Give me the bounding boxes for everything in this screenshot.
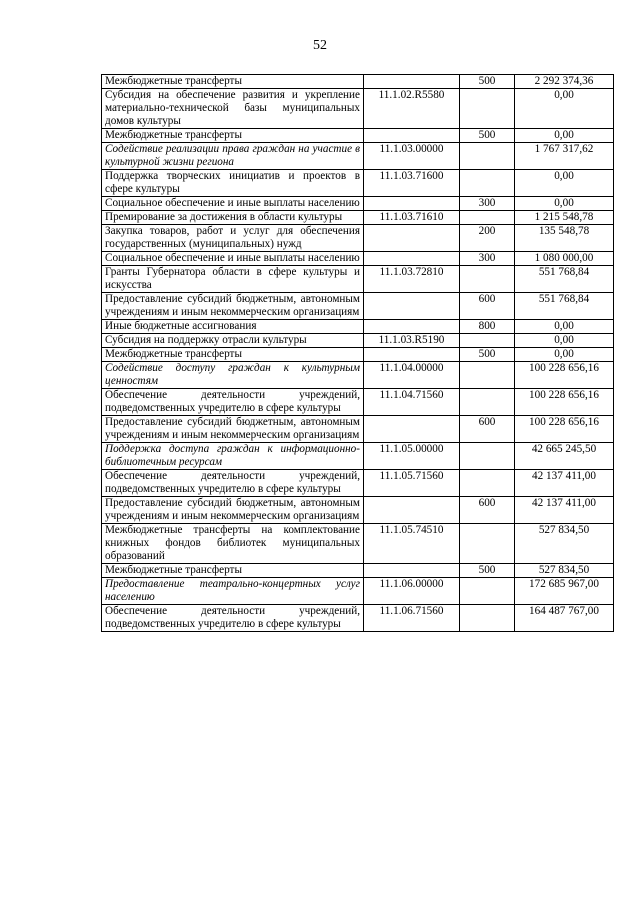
table-row [102,320,614,334]
expense-type-code-cell [460,524,515,564]
table-row [102,75,614,89]
expense-type-code-cell [460,170,515,197]
expense-type-code-cell: 500 [460,75,515,89]
target-article-code-cell [364,252,460,266]
table-row [102,334,614,348]
amount-cell: 551 768,84 [515,293,614,320]
table-row [102,293,614,320]
expense-type-code-cell [460,605,515,632]
target-article-code-cell [364,497,460,524]
expense-type-code-cell [460,266,515,293]
table-row [102,470,614,497]
expense-name-cell: Межбюджетные трансферты [102,564,364,578]
expense-name-cell: Предоставление субсидий бюджетным, автономным учреждениям и иным некоммерческим организациям [102,293,364,320]
target-article-code-cell: 11.1.02.R5580 [364,89,460,129]
target-article-code-cell: 11.1.05.00000 [364,443,460,470]
expense-type-code-cell: 500 [460,348,515,362]
table-row [102,416,614,443]
target-article-code-cell: 11.1.03.00000 [364,143,460,170]
expense-type-code-cell: 500 [460,564,515,578]
expense-name-cell: Межбюджетные трансферты [102,348,364,362]
table-row [102,497,614,524]
amount-cell: 0,00 [515,197,614,211]
expense-type-code-cell [460,334,515,348]
amount-cell: 100 228 656,16 [515,389,614,416]
amount-cell: 42 665 245,50 [515,443,614,470]
amount-cell: 135 548,78 [515,225,614,252]
table-row [102,129,614,143]
expense-type-code-cell: 300 [460,197,515,211]
target-article-code-cell: 11.1.05.74510 [364,524,460,564]
expense-name-cell: Предоставление театрально-концертных услуг населению [102,578,364,605]
expense-name-cell: Субсидия на поддержку отрасли культуры [102,334,364,348]
target-article-code-cell [364,348,460,362]
amount-cell: 0,00 [515,334,614,348]
expense-type-code-cell [460,389,515,416]
amount-cell: 0,00 [515,129,614,143]
budget-table [101,74,614,632]
amount-cell: 42 137 411,00 [515,497,614,524]
table-row [102,524,614,564]
amount-cell: 42 137 411,00 [515,470,614,497]
expense-name-cell: Межбюджетные трансферты на комплектование книжных фондов библиотек муниципальных образований [102,524,364,564]
expense-name-cell: Обеспечение деятельности учреждений, подведомственных учредителю в сфере культуры [102,605,364,632]
table-row [102,389,614,416]
expense-type-code-cell [460,362,515,389]
expense-name-cell: Поддержка доступа граждан к информационно-библиотечным ресурсам [102,443,364,470]
table-row [102,211,614,225]
amount-cell: 0,00 [515,320,614,334]
target-article-code-cell: 11.1.03.71600 [364,170,460,197]
table-row [102,564,614,578]
expense-name-cell: Обеспечение деятельности учреждений, подведомственных учредителю в сфере культуры [102,389,364,416]
expense-type-code-cell: 200 [460,225,515,252]
target-article-code-cell [364,293,460,320]
table-row [102,443,614,470]
amount-cell: 172 685 967,00 [515,578,614,605]
amount-cell: 1 215 548,78 [515,211,614,225]
expense-name-cell: Иные бюджетные ассигнования [102,320,364,334]
table-row [102,605,614,632]
expense-name-cell: Предоставление субсидий бюджетным, автономным учреждениям и иным некоммерческим организациям [102,416,364,443]
table-row [102,225,614,252]
expense-name-cell: Премирование за достижения в области культуры [102,211,364,225]
expense-name-cell: Социальное обеспечение и иные выплаты населению [102,252,364,266]
target-article-code-cell: 11.1.06.00000 [364,578,460,605]
table-row [102,348,614,362]
target-article-code-cell: 11.1.03.R5190 [364,334,460,348]
target-article-code-cell [364,320,460,334]
expense-name-cell: Обеспечение деятельности учреждений, подведомственных учредителю в сфере культуры [102,470,364,497]
target-article-code-cell: 11.1.04.71560 [364,389,460,416]
table-row [102,143,614,170]
target-article-code-cell: 11.1.03.72810 [364,266,460,293]
budget-table-body [102,75,614,632]
expense-name-cell: Гранты Губернатора области в сфере культуры и искусства [102,266,364,293]
amount-cell: 0,00 [515,89,614,129]
amount-cell: 527 834,50 [515,524,614,564]
expense-name-cell: Межбюджетные трансферты [102,75,364,89]
expense-type-code-cell [460,89,515,129]
expense-name-cell: Содействие доступу граждан к культурным ценностям [102,362,364,389]
expense-name-cell: Предоставление субсидий бюджетным, автономным учреждениям и иным некоммерческим организациям [102,497,364,524]
expense-name-cell: Поддержка творческих инициатив и проектов в сфере культуры [102,170,364,197]
expense-name-cell: Закупка товаров, работ и услуг для обеспечения государственных (муниципальных) нужд [102,225,364,252]
target-article-code-cell: 11.1.03.71610 [364,211,460,225]
expense-name-cell: Субсидия на обеспечение развития и укрепление материально-технической базы муниципальных домов культуры [102,89,364,129]
expense-type-code-cell [460,443,515,470]
amount-cell: 164 487 767,00 [515,605,614,632]
expense-name-cell: Содействие реализации права граждан на участие в культурной жизни региона [102,143,364,170]
target-article-code-cell [364,225,460,252]
expense-type-code-cell [460,470,515,497]
expense-type-code-cell: 600 [460,497,515,524]
table-row [102,197,614,211]
expense-type-code-cell: 600 [460,293,515,320]
table-row [102,578,614,605]
target-article-code-cell: 11.1.06.71560 [364,605,460,632]
amount-cell: 100 228 656,16 [515,362,614,389]
target-article-code-cell [364,129,460,143]
table-row [102,266,614,293]
amount-cell: 2 292 374,36 [515,75,614,89]
amount-cell: 1 767 317,62 [515,143,614,170]
amount-cell: 527 834,50 [515,564,614,578]
table-row [102,252,614,266]
expense-type-code-cell: 800 [460,320,515,334]
expense-type-code-cell [460,578,515,605]
target-article-code-cell [364,197,460,211]
amount-cell: 1 080 000,00 [515,252,614,266]
target-article-code-cell [364,416,460,443]
amount-cell: 100 228 656,16 [515,416,614,443]
target-article-code-cell: 11.1.04.00000 [364,362,460,389]
amount-cell: 0,00 [515,348,614,362]
expense-type-code-cell [460,143,515,170]
expense-name-cell: Межбюджетные трансферты [102,129,364,143]
target-article-code-cell: 11.1.05.71560 [364,470,460,497]
expense-name-cell: Социальное обеспечение и иные выплаты населению [102,197,364,211]
table-row [102,170,614,197]
expense-type-code-cell [460,211,515,225]
expense-type-code-cell: 300 [460,252,515,266]
table-row [102,89,614,129]
target-article-code-cell [364,75,460,89]
expense-type-code-cell: 600 [460,416,515,443]
target-article-code-cell [364,564,460,578]
expense-type-code-cell: 500 [460,129,515,143]
table-row [102,362,614,389]
amount-cell: 551 768,84 [515,266,614,293]
page-number: 52 [313,38,327,53]
amount-cell: 0,00 [515,170,614,197]
